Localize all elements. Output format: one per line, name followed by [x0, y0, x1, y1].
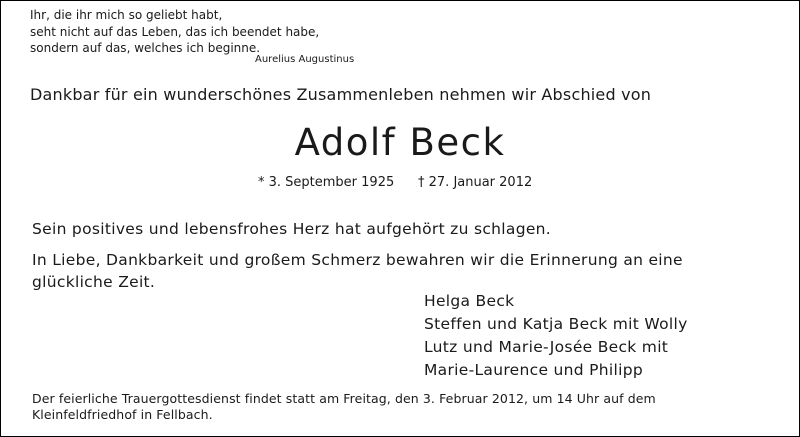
mourner-name: Helga Beck [424, 292, 515, 310]
mourner-name: Lutz und Marie-Josée Beck mit [424, 338, 669, 356]
mourners-list [424, 290, 688, 382]
quote-line: Ihr, die ihr mich so geliebt habt, [30, 8, 223, 22]
paragraph-heart: Sein positives und lebensfrohes Herz hat aufgehört zu schlagen. [32, 220, 552, 238]
mourner-name: Steffen und Katja Beck mit Wolly [424, 315, 688, 333]
quote-line: seht nicht auf das Leben, das ich beendet habe, [30, 24, 320, 39]
death-date: † 27. Januar 2012 [418, 175, 533, 190]
quote-author: Aurelius Augustinus [255, 54, 355, 65]
funeral-service-info: Der feierliche Trauergottesdienst findet statt am Freitag, den 3. Februar 2012, um 14 Uhr auf dem Kleinfeldfriedhof in Fellbach. [32, 391, 656, 422]
quote-line: sondern auf das, welches ich beginne. [30, 41, 261, 55]
mourner-name: Marie-Laurence und Philipp [424, 361, 643, 379]
deceased-name: Adolf Beck [294, 121, 506, 164]
paragraph-memory: In Liebe, Dankbarkeit und großem Schmerz bewahren wir die Erinnerung an eine glückliche Zeit. [32, 251, 683, 291]
birth-date: * 3. September 1925 [258, 175, 395, 190]
intro-text: Dankbar für ein wunderschönes Zusammenleben nehmen wir Abschied von [30, 85, 652, 104]
epigraph-quote [30, 7, 319, 57]
